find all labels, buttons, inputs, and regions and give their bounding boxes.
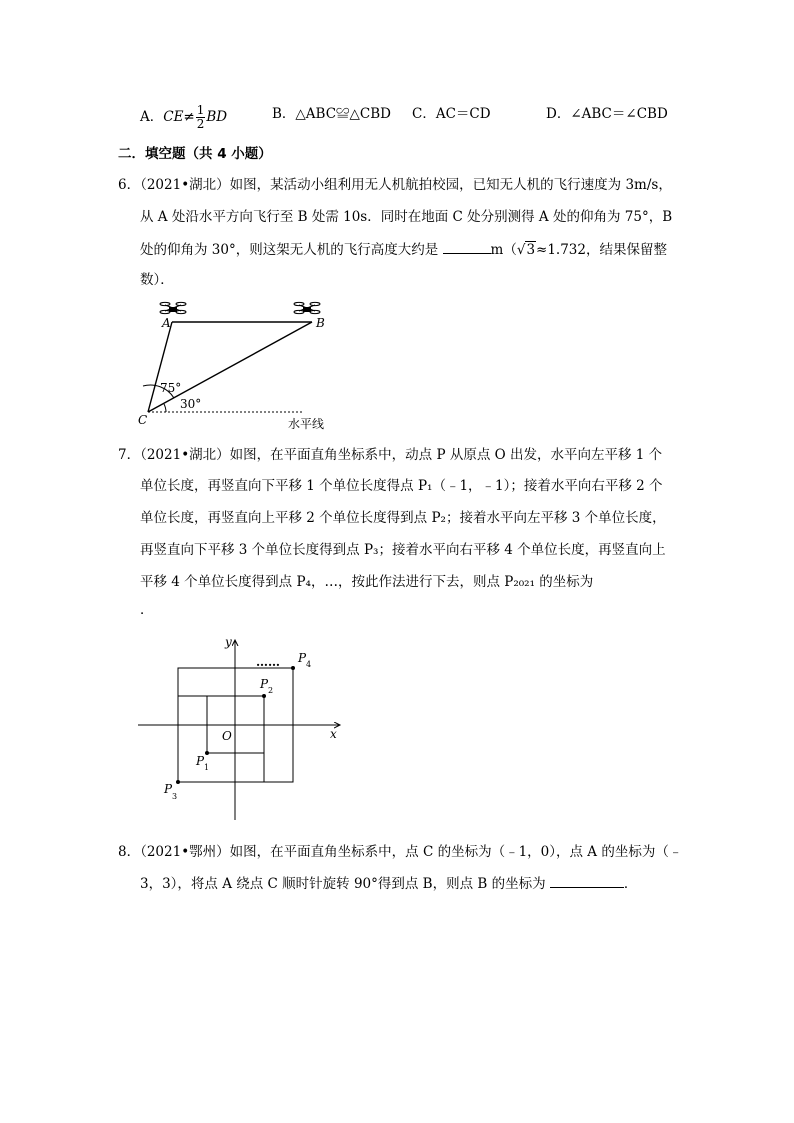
q6-line-2: 从 A 处沿水平方向飞行至 B 处需 10s．同时在地面 C 处分别测得 A 处的仰角为 75°，B [140, 209, 673, 225]
q7-line-2: 单位长度，再竖直向下平移 1 个单位长度得点 P₁（﹣1，﹣1）；接着水平向右平移 2 个 [140, 478, 663, 494]
section-title: 二．填空题（共 4 小题） [118, 146, 272, 162]
angle-arc-30 [164, 404, 166, 412]
point-p4 [291, 666, 295, 670]
q6-figure [130, 292, 350, 438]
square-p2-p3 [178, 696, 264, 782]
svg-text:2: 2 [268, 686, 274, 695]
q7-line-5: 平移 4 个单位长度得到点 P₄，…，按此作法进行下去，则点 P₂₀₂₁ 的坐标为 [140, 574, 594, 590]
label-c: C [138, 413, 148, 427]
q7-line-3: 单位长度，再竖直向上平移 2 个单位长度得到点 P₂；接着水平向左平移 3 个单位长度， [140, 510, 666, 526]
svg-text:P: P [196, 754, 205, 768]
drone-icon-a [160, 302, 186, 313]
origin-label: O [222, 729, 232, 743]
segment-ac [148, 322, 172, 412]
label-p4 [297, 651, 311, 669]
label-b: B [316, 316, 325, 330]
label-p1 [195, 754, 209, 772]
label-p3 [163, 782, 177, 801]
horizon-label: 水平线 [288, 417, 325, 431]
q5-option-c: C．AC＝CD [412, 106, 491, 122]
point-p1 [205, 751, 209, 755]
q6-line-4: 数）． [140, 272, 174, 288]
q5-option-d: D．∠ABC＝∠CBD [546, 106, 668, 122]
q8-line-1: 8．（2021•鄂州）如图，在平面直角坐标系中，点 C 的坐标为（﹣1，0），点 A 的坐标为（﹣ [118, 844, 683, 860]
q6-line-1: 6．（2021•湖北）如图，某活动小组利用无人机航拍校园，已知无人机的飞行速度为 3m/s， [118, 177, 672, 193]
point-p2 [262, 694, 266, 698]
svg-text:P: P [298, 651, 307, 665]
y-axis-label: y [225, 635, 232, 649]
q8-line-2: 3，3），将点 A 绕点 C 顺时针旋转 90°得到点 B，则点 B 的坐标为 ． [140, 873, 637, 894]
point-p3 [176, 780, 180, 784]
answer-blank[interactable] [550, 873, 624, 888]
label-p2 [259, 677, 273, 695]
angle-label-30: 30° [180, 397, 202, 411]
q5-option-b: B．△ABC≌△CBD [272, 106, 392, 122]
fraction-one-half: $\frac{1}{2}$ [196, 103, 205, 131]
svg-text:4: 4 [306, 660, 312, 669]
segment-bc [148, 322, 312, 412]
drone-icon-b [294, 302, 320, 313]
svg-text:P: P [260, 677, 269, 691]
q7-line-1: 7．（2021•湖北）如图，在平面直角坐标系中，动点 P 从原点 O 出发，水平向左平移 1 个 [118, 447, 663, 463]
q6-line-3: 处的仰角为 30°，则这架无人机的飞行高度大约是 m（√3≈1.732，结果保留整 [140, 239, 667, 260]
svg-text:P: P [164, 782, 173, 796]
svg-text:1: 1 [204, 763, 210, 772]
angle-label-75: 75° [160, 381, 182, 395]
label-a: A [162, 316, 171, 330]
ellipsis-dots: …… [256, 655, 280, 669]
x-axis-label: x [330, 727, 337, 741]
svg-text:3: 3 [172, 792, 178, 801]
q7-figure [130, 630, 360, 825]
q7-line-4: 再竖直向下平移 3 个单位长度得到点 P₃；接着水平向右平移 4 个单位长度，再竖直向上 [140, 542, 666, 558]
answer-blank[interactable] [443, 239, 491, 254]
q7-line-6: ． [140, 602, 154, 618]
q5-option-a: A．CE≠ $\frac{1}{2}$ BD [140, 103, 228, 131]
